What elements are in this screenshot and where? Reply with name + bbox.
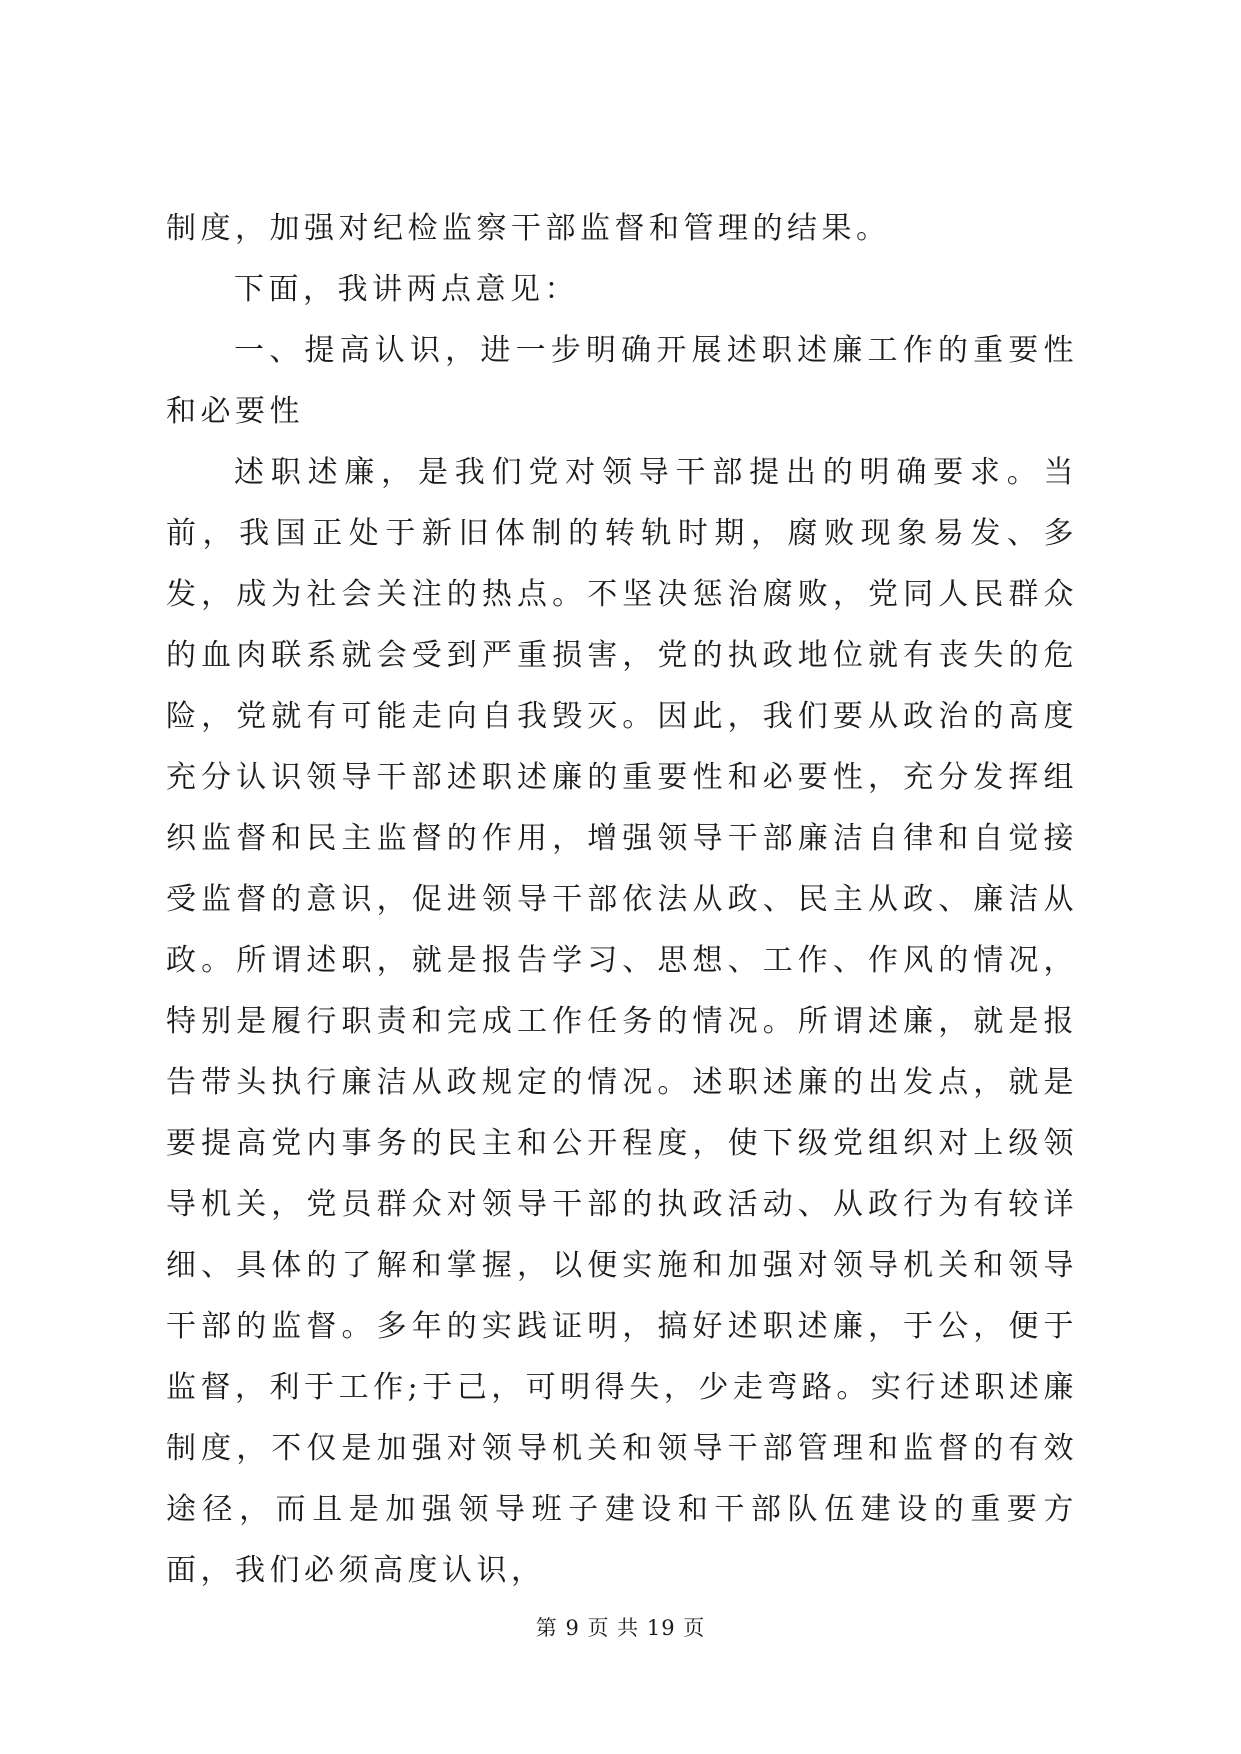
paragraph-intro: 下面，我讲两点意见： [234, 272, 579, 307]
paragraph-body: 述职述廉，是我们党对领导干部提出的明确要求。当前，我国正处于新旧体制的转轨时期，腐败现象易发、多发，成为社会关注的热点。不坚决惩治腐败，党同人民群众的血肉联系就会受到严重损害，党的执政地位就有丧失的危险，党就有可能走向自我毁灭。因此，我们要从政治的高度充分认识领导干部述职述廉的重要性和必要性，充分发挥组织监督和民主监督的作用，增强领导干部廉洁自律和自觉接受监督的意识，促进领导干部依法从政、民主从政、廉洁从政。所谓述职，就是报告学习、思想、工作、作风的情况，特别是履行职责和完成工作任务的情况。所谓述廉，就是报告带头执行廉洁从政规定的情况。述职述廉的出发点，就是要提高党内事务的民主和公开程度，使下级党组织对上级领导机关，党员群众对领导干部的执政活动、从政行为有较详细、具体的了解和掌握，以便实施和加强对领导机关和领导干部的监督。多年的实践证明，搞好述职述廉，于公，便于监督，利于工作;于己，可明得失，少走弯路。实行述职述廉制度，不仅是加强对领导机关和领导干部管理和监督的有效途径，而且是加强领导班子建设和干部队伍建设的重要方面，我们必须高度认识， [166, 455, 1078, 1588]
document-body [166, 198, 1078, 1601]
page-footer: 第 9 页 共 19 页 [535, 1616, 706, 1640]
paragraph-continuation: 制度，加强对纪检监察干部监督和管理的结果。 [166, 211, 891, 246]
section-heading: 一、提高认识，进一步明确开展述职述廉工作的重要性和必要性 [166, 333, 1078, 429]
